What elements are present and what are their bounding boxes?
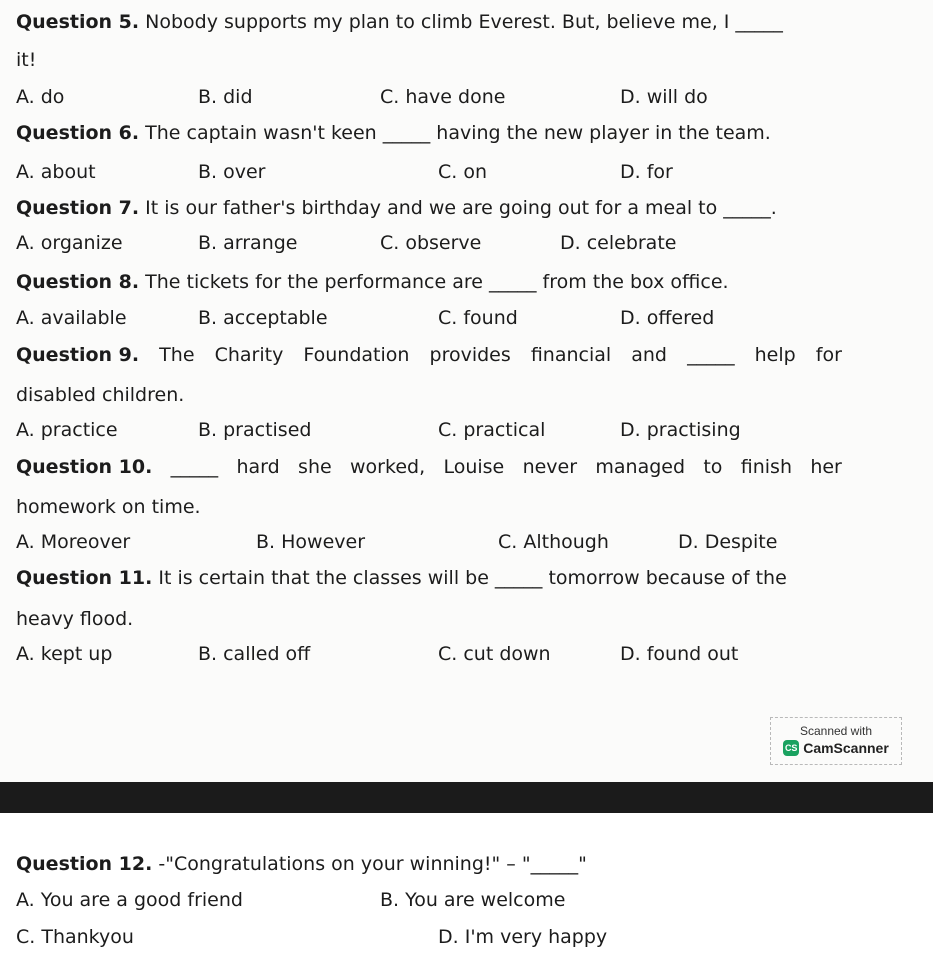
question-12-stem bbox=[16, 852, 587, 876]
q9-word: Foundation bbox=[303, 344, 410, 366]
q12-option-a: A. You are a good friend bbox=[16, 889, 243, 911]
question-5-label: Question 5. bbox=[16, 11, 140, 33]
q12-option-c: C. Thankyou bbox=[16, 926, 134, 948]
q10-word: Louise bbox=[443, 456, 505, 478]
camscanner-logo-icon: CS bbox=[783, 740, 799, 756]
q7-option-a: A. organize bbox=[16, 232, 123, 254]
question-11-stem bbox=[16, 566, 787, 590]
q9-word: help bbox=[754, 344, 796, 366]
q10-word: she bbox=[298, 456, 332, 478]
question-7-text: It is our father's birthday and we are going out for a meal to _____. bbox=[139, 197, 777, 219]
q8-option-c: C. found bbox=[438, 307, 518, 329]
q8-option-b: B. acceptable bbox=[198, 307, 328, 329]
q9-word: The bbox=[159, 344, 195, 366]
watermark-line2 bbox=[771, 740, 901, 756]
q12-option-b: B. You are welcome bbox=[380, 889, 566, 911]
q5-option-b: B. did bbox=[198, 86, 253, 108]
question-10-stem-cont: homework on time. bbox=[16, 496, 201, 518]
q6-option-a: A. about bbox=[16, 161, 96, 183]
q9-option-a: A. practice bbox=[16, 419, 118, 441]
watermark-brand: CamScanner bbox=[803, 740, 889, 756]
q9-word: for bbox=[815, 344, 842, 366]
watermark-line1: Scanned with bbox=[799, 724, 873, 738]
q11-option-b: B. called off bbox=[198, 643, 311, 665]
q10-option-a: A. Moreover bbox=[16, 531, 131, 553]
question-12-text: -"Congratulations on your winning!" – "_____" bbox=[152, 853, 587, 875]
q7-option-b: B. arrange bbox=[198, 232, 298, 254]
question-5-text: Nobody supports my plan to climb Everest. But, believe me, I _____ bbox=[139, 11, 783, 33]
q5-option-d: D. will do bbox=[620, 86, 708, 108]
q9-option-c: C. practical bbox=[438, 419, 546, 441]
question-8-stem bbox=[16, 270, 729, 294]
q10-word: never bbox=[522, 456, 578, 478]
question-6-label: Question 6. bbox=[16, 122, 140, 144]
q5-option-c: C. have done bbox=[380, 86, 506, 108]
question-10-stem bbox=[16, 455, 842, 479]
page-divider bbox=[0, 782, 933, 813]
q8-option-a: A. available bbox=[16, 307, 127, 329]
q10-option-b: B. However bbox=[256, 531, 365, 553]
q8-option-d: D. offered bbox=[620, 307, 715, 329]
question-8-label: Question 8. bbox=[16, 271, 140, 293]
question-6-text: The captain wasn't keen _____ having the new player in the team. bbox=[139, 122, 771, 144]
q11-option-d: D. found out bbox=[620, 643, 739, 665]
q10-word: her bbox=[810, 456, 842, 478]
q7-option-c: C. observe bbox=[380, 232, 482, 254]
question-11-label: Question 11. bbox=[16, 567, 153, 589]
question-5-stem bbox=[16, 10, 783, 34]
q9-word: and bbox=[631, 344, 667, 366]
q9-word: financial bbox=[530, 344, 612, 366]
q9-word: provides bbox=[429, 344, 511, 366]
question-9-stem-cont: disabled children. bbox=[16, 384, 185, 406]
q6-option-c: C. on bbox=[438, 161, 488, 183]
q9-option-b: B. practised bbox=[198, 419, 312, 441]
question-9-stem bbox=[16, 343, 842, 367]
q10-word: worked, bbox=[350, 456, 426, 478]
q10-word: managed bbox=[595, 456, 686, 478]
scanned-page-2 bbox=[0, 813, 933, 955]
camscanner-watermark bbox=[770, 717, 902, 765]
q10-blank: _____ bbox=[170, 456, 219, 478]
q11-option-a: A. kept up bbox=[16, 643, 113, 665]
q7-option-d: D. celebrate bbox=[560, 232, 677, 254]
q6-option-d: D. for bbox=[620, 161, 673, 183]
question-11-stem-cont: heavy flood. bbox=[16, 608, 134, 630]
question-7-stem bbox=[16, 196, 777, 220]
question-8-text: The tickets for the performance are _____ from the box office. bbox=[139, 271, 729, 293]
q10-word: finish bbox=[740, 456, 792, 478]
question-11-text: It is certain that the classes will be _____ tomorrow because of the bbox=[152, 567, 787, 589]
question-6-stem bbox=[16, 121, 771, 145]
q6-option-b: B. over bbox=[198, 161, 266, 183]
q10-option-d: D. Despite bbox=[678, 531, 778, 553]
question-7-label: Question 7. bbox=[16, 197, 140, 219]
question-12-label: Question 12. bbox=[16, 853, 153, 875]
q11-option-c: C. cut down bbox=[438, 643, 551, 665]
q9-option-d: D. practising bbox=[620, 419, 741, 441]
question-5-stem-cont: it! bbox=[16, 49, 37, 71]
q10-word: hard bbox=[236, 456, 280, 478]
q5-option-a: A. do bbox=[16, 86, 65, 108]
q9-word: Charity bbox=[214, 344, 284, 366]
question-9-label: Question 9. bbox=[16, 344, 140, 366]
q9-blank: _____ bbox=[687, 344, 735, 366]
question-10-label: Question 10. bbox=[16, 456, 153, 478]
q10-option-c: C. Although bbox=[498, 531, 609, 553]
q10-word: to bbox=[703, 456, 723, 478]
q12-option-d: D. I'm very happy bbox=[438, 926, 608, 948]
